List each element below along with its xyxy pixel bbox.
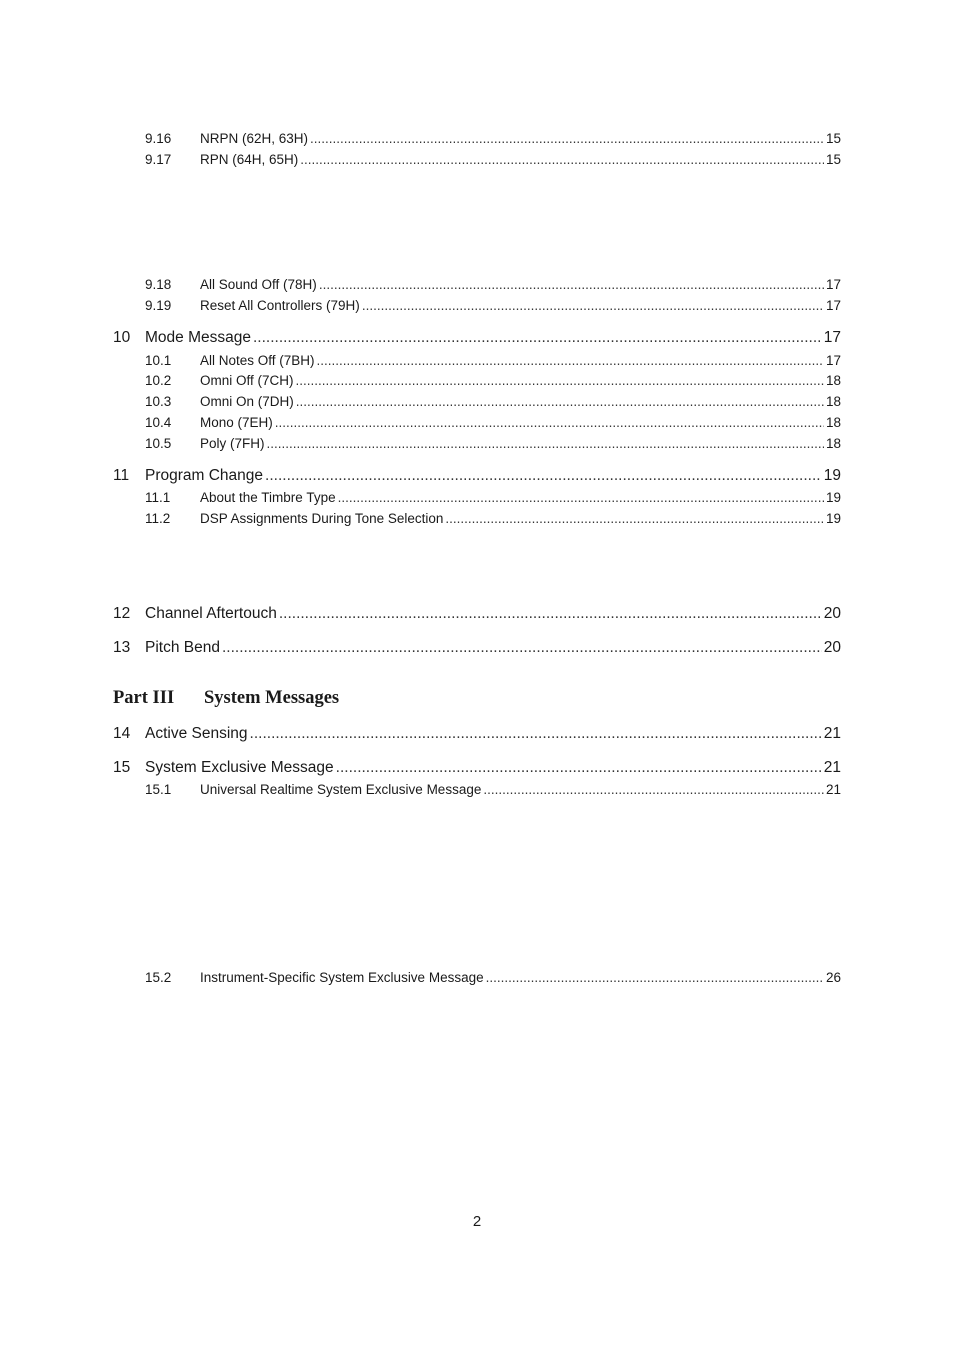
toc-entry[interactable]	[145, 394, 841, 409]
toc-entry-page: 15	[825, 152, 841, 167]
toc-chapter-page: 20	[823, 639, 841, 656]
toc-entry[interactable]	[145, 353, 841, 368]
toc-chapter-title: Channel Aftertouch	[145, 605, 277, 622]
toc-entry-title: NRPN (62H, 63H)	[200, 131, 309, 146]
toc-entry-title: All Notes Off (7BH)	[200, 353, 315, 368]
dot-leader	[319, 277, 824, 292]
toc-entry-page: 17	[825, 353, 841, 368]
toc-chapter[interactable]	[113, 467, 841, 485]
toc-chapter-page: 20	[823, 605, 841, 622]
toc-chapter-title: Mode Message	[145, 329, 251, 346]
toc-chapter-title: System Exclusive Message	[145, 759, 334, 776]
toc-entry-title: DSP Assignments During Tone Selection	[200, 511, 444, 526]
dot-leader	[338, 490, 824, 505]
dot-leader	[279, 605, 822, 623]
dot-leader	[265, 467, 822, 485]
toc-chapter-page: 21	[823, 725, 841, 742]
dot-leader	[362, 298, 824, 313]
toc-entry-page: 18	[825, 415, 841, 430]
toc-entry-page: 26	[825, 970, 841, 985]
toc-chapter[interactable]	[113, 759, 841, 777]
dot-leader	[253, 329, 822, 347]
dot-leader	[317, 353, 824, 368]
toc-entry-number: 15.2	[145, 970, 172, 985]
toc-chapter-number: 14	[113, 725, 131, 742]
toc-chapter-number: 15	[113, 759, 131, 776]
toc-chapter-number: 11	[113, 467, 130, 484]
toc-entry[interactable]	[145, 373, 841, 388]
toc-entry[interactable]	[145, 490, 841, 505]
toc-entry-title: Instrument-Specific System Exclusive Message	[200, 970, 484, 985]
toc-entry-page: 18	[825, 394, 841, 409]
toc-entry-number: 10.2	[145, 373, 172, 388]
page-number: 2	[472, 1213, 482, 1230]
toc-chapter-title: Program Change	[145, 467, 264, 484]
toc-entry-title: RPN (64H, 65H)	[200, 152, 299, 167]
toc-entry-number: 9.17	[145, 152, 172, 167]
toc-chapter-page: 21	[823, 759, 841, 776]
toc-entry[interactable]	[145, 277, 841, 292]
toc-entry-number: 10.1	[145, 353, 172, 368]
toc-entry[interactable]	[145, 298, 841, 313]
toc-entry[interactable]	[145, 131, 841, 146]
dot-leader	[296, 394, 824, 409]
toc-chapter[interactable]	[113, 639, 841, 657]
toc-entry-number: 9.18	[145, 277, 172, 292]
dot-leader	[310, 131, 824, 146]
toc-entry-page: 17	[825, 277, 841, 292]
toc-entry-number: 9.19	[145, 298, 172, 313]
toc-chapter[interactable]	[113, 605, 841, 623]
toc-entry-number: 10.3	[145, 394, 172, 409]
dot-leader	[222, 639, 822, 657]
part-title: System Messages	[204, 688, 340, 708]
dot-leader	[296, 373, 824, 388]
toc-chapter[interactable]	[113, 725, 841, 743]
dot-leader	[275, 415, 824, 430]
part-label: Part III	[113, 688, 175, 708]
toc-entry-title: Omni On (7DH)	[200, 394, 294, 409]
toc-entry-title: Omni Off (7CH)	[200, 373, 294, 388]
toc-entry-page: 19	[825, 511, 841, 526]
toc-chapter[interactable]	[113, 329, 841, 347]
dot-leader	[336, 759, 822, 777]
toc-chapter-title: Active Sensing	[145, 725, 248, 742]
toc-entry-number: 10.5	[145, 436, 172, 451]
toc-entry-title: Poly (7FH)	[200, 436, 265, 451]
toc-chapter-number: 12	[113, 605, 131, 622]
toc-entry-page: 17	[825, 298, 841, 313]
dot-leader	[267, 436, 824, 451]
toc-entry-number: 11.2	[145, 511, 171, 526]
toc-entry-title: Reset All Controllers (79H)	[200, 298, 360, 313]
toc-entry[interactable]	[145, 970, 841, 985]
toc-entry-page: 18	[825, 436, 841, 451]
toc-entry-page: 21	[825, 782, 841, 797]
toc-entry-number: 15.1	[145, 782, 172, 797]
part-heading	[113, 688, 339, 709]
dot-leader	[250, 725, 822, 743]
toc-chapter-number: 13	[113, 639, 131, 656]
toc-entry[interactable]	[145, 152, 841, 167]
toc-entry-title: Mono (7EH)	[200, 415, 273, 430]
toc-chapter-number: 10	[113, 329, 131, 346]
toc-entry-page: 19	[825, 490, 841, 505]
toc-entry[interactable]	[145, 511, 841, 526]
toc-entry[interactable]	[145, 782, 841, 797]
toc-entry-page: 15	[825, 131, 841, 146]
dot-leader	[486, 970, 824, 985]
dot-leader	[445, 511, 824, 526]
toc-chapter-page: 17	[823, 329, 841, 346]
dot-leader	[300, 152, 824, 167]
toc-entry-title: Universal Realtime System Exclusive Message	[200, 782, 482, 797]
toc-entry-page: 18	[825, 373, 841, 388]
toc-entry-title: All Sound Off (78H)	[200, 277, 317, 292]
toc-entry[interactable]	[145, 415, 841, 430]
toc-chapter-title: Pitch Bend	[145, 639, 220, 656]
dot-leader	[483, 782, 824, 797]
toc-entry-title: About the Timbre Type	[200, 490, 336, 505]
toc-entry-number: 9.16	[145, 131, 172, 146]
toc-chapter-page: 19	[823, 467, 841, 484]
toc-entry-number: 10.4	[145, 415, 172, 430]
toc-entry[interactable]	[145, 436, 841, 451]
toc-entry-number: 11.1	[145, 490, 171, 505]
